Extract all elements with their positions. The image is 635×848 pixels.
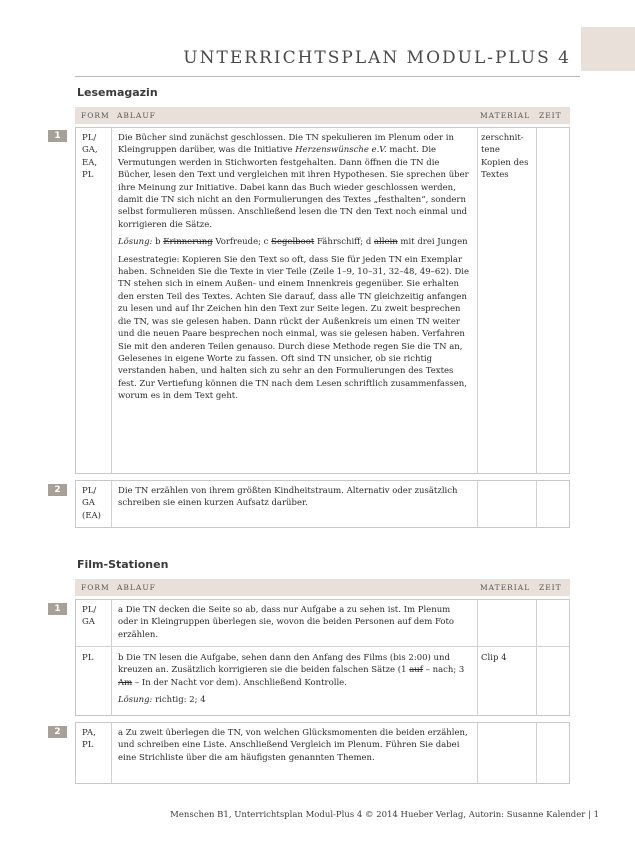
column-material: MATERIAL bbox=[480, 583, 531, 592]
table-row bbox=[75, 127, 570, 474]
ablauf-cell: Die TN erzählen von ihrem größten Kindheitstraum. Alternativ oder zusätzlich schreiben sie einen kurzen Aufsatz darüber. bbox=[118, 486, 458, 509]
table-row bbox=[75, 722, 570, 784]
column-ablauf: ABLAUF bbox=[117, 583, 156, 592]
form-cell: PL/ GA bbox=[82, 605, 97, 628]
ablauf-cell: b Die TN lesen die Aufgabe, sehen dann den Anfang des Films (bis 2:00) und kreuzen an. Zusätzlich korrigieren sie die beiden falschen Sätze (1 auf – nach; 3 Am – In der Nacht vor dem). Anschließend Kontrolle. Lösung: richtig: 2; 4 bbox=[118, 652, 472, 707]
column-ablauf: ABLAUF bbox=[117, 111, 156, 120]
reading-strategy-text: Lesestrategie: Kopieren Sie den Text so oft, dass Sie für jeden TN ein Exemplar haben. Schneiden Sie die Texte in vier Teile (Zeile 1–9, 10–31, 32–48, 49–62). Die TN stehen sich in einem Außen- und einem Innenkreis gegenüber. Sie erhalten den ersten Teil des Textes. Achten Sie darauf, dass alle TN gleichzeitig anfangen zu lesen und auf Ihr Zeichen hin den Text zur Seite legen. Zu zweit besprechen die TN, was sie gelesen haben. Dann rückt der Außenkreis um einen TN weiter und die neuen Paare besprechen noch einmal, was sie gelesen haben. Verfahren Sie mit den anderen Teilen genauso. Durch diese Methode regen Sie die TN an, Gelesenes in eigene Worte zu fassen. Oft sind TN unsicher, ob sie richtig verstanden haben, und halten sich zu sehr an den Formulierungen des Textes fest. Zur Vertiefung können die TN nach dem Lesen schriftlich zusammenfassen, worum es in dem Text geht. bbox=[118, 254, 470, 402]
column-header-row bbox=[75, 107, 570, 124]
step-badge: 1 bbox=[48, 603, 67, 615]
column-form: FORM bbox=[81, 583, 110, 592]
form-cell: PL/ GA (EA) bbox=[82, 486, 101, 521]
step-badge: 1 bbox=[48, 130, 67, 142]
form-cell: PL bbox=[82, 653, 94, 663]
section-heading-film-stationen: Film-Stationen bbox=[77, 558, 169, 571]
column-material: MATERIAL bbox=[480, 111, 531, 120]
column-zeit: ZEIT bbox=[539, 111, 562, 120]
column-zeit: ZEIT bbox=[539, 583, 562, 592]
instruction-text: Die Bücher sind zunächst geschlossen. Die TN spekulieren im Plenum oder in Kleingruppen darüber, was die Initiative Herzenswünsche e.V. macht. Die Vermutungen werden in Stichworten festgehalten. Dann öffnen die TN die Bücher, lesen den Text und vergleichen mit ihren Hypothesen. Sie sprechen über ihre Meinung zur Initiative. Dabei kann das Buch wieder geschlossen werden, damit die TN sich nicht an den Formulierungen des Textes „festhalten“, sondern selbst formulieren müssen. Anschließend lesen die TN den Text noch einmal und korrigieren die Sätze. bbox=[118, 133, 469, 230]
section-heading-lesemagazin: Lesemagazin bbox=[77, 86, 158, 99]
material-cell: zerschnit- tene Kopien des Textes bbox=[481, 133, 529, 181]
solution-text: Lösung: b Erinnerung Vorfreude; c Segelboot Fährschiff; d allein mit drei Jungen bbox=[118, 237, 468, 248]
step-badge: 2 bbox=[48, 484, 67, 496]
page-footer: Menschen B1, Unterrichtsplan Modul-Plus 4 © 2014 Hueber Verlag, Autorin: Susanne Kalender | 1 bbox=[170, 810, 599, 820]
form-cell: PL/ GA, EA, PL bbox=[82, 133, 98, 181]
step-badge: 2 bbox=[48, 726, 67, 738]
ablauf-cell: a Die TN decken die Seite so ab, dass nur Aufgabe a zu sehen ist. Im Plenum oder in Kleingruppen überlegen sie, wovon die beiden Personen auf dem Foto erzählen. bbox=[118, 605, 455, 640]
solution-text: Lösung: richtig: 2; 4 bbox=[118, 695, 206, 706]
corner-tab bbox=[581, 27, 635, 71]
ablauf-cell bbox=[118, 132, 472, 403]
table-row bbox=[75, 480, 570, 528]
ablauf-cell: a Zu zweit überlegen die TN, von welchen Glücksmomenten die beiden erzählen, und schreiben eine Liste. Anschließend Vergleich im Plenum. Führen Sie dabei eine Strichliste über die am häufigsten genannten Themen. bbox=[118, 728, 468, 763]
table-row bbox=[75, 599, 570, 716]
material-cell: Clip 4 bbox=[481, 653, 507, 663]
form-cell: PA, PL bbox=[82, 728, 96, 751]
title-divider bbox=[75, 76, 580, 77]
page-title: UNTERRICHTSPLAN MODUL-PLUS 4 bbox=[183, 48, 571, 68]
column-header-row bbox=[75, 579, 570, 596]
column-form: FORM bbox=[81, 111, 110, 120]
